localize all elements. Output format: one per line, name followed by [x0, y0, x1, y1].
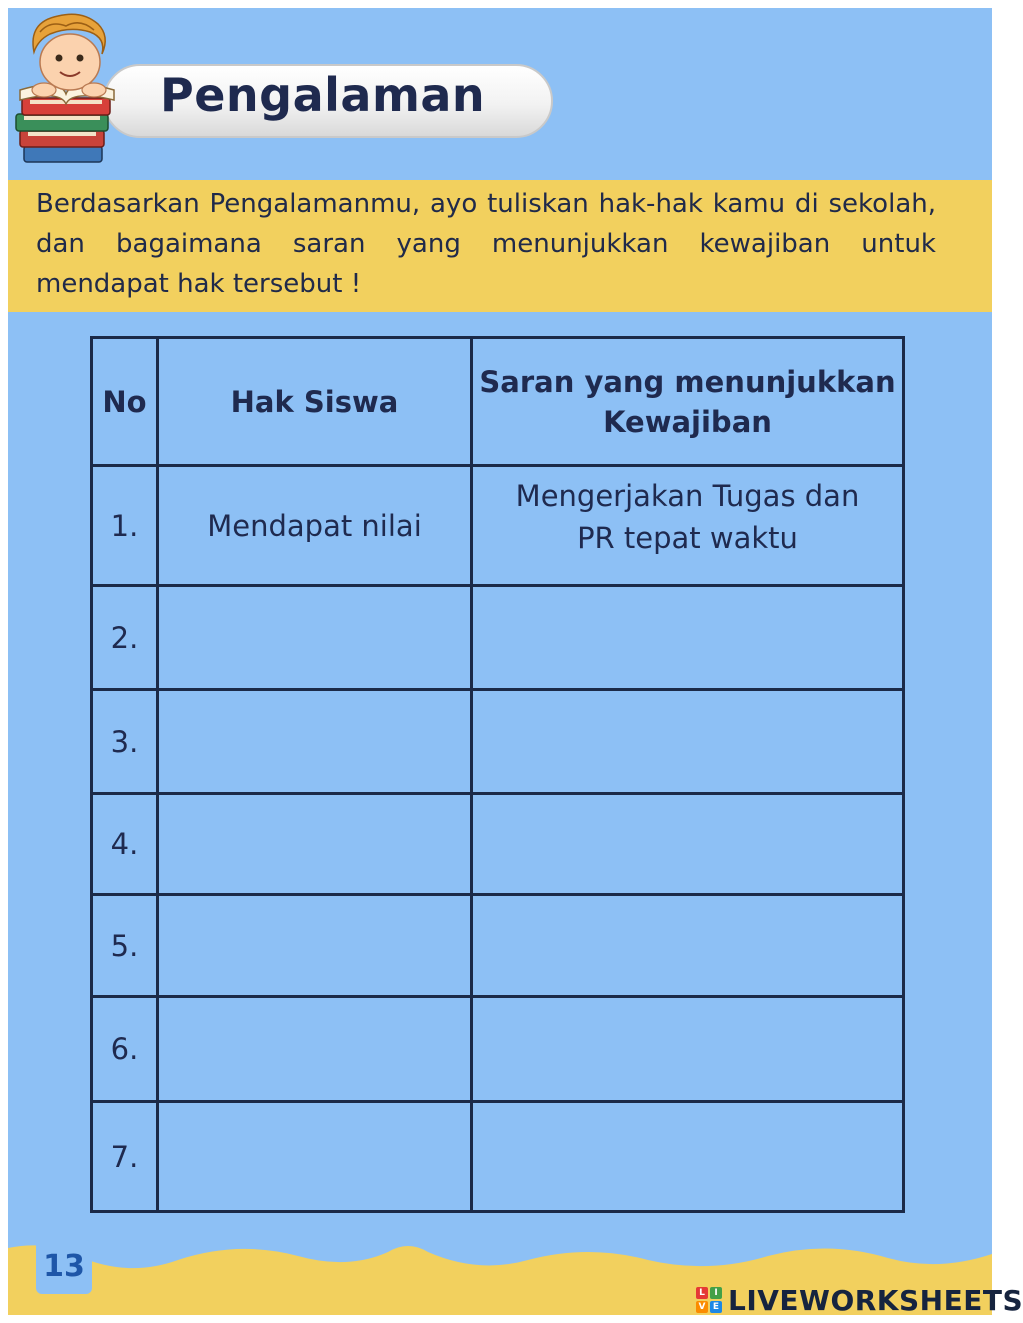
row-number: 2.: [92, 586, 158, 690]
hak-input-cell[interactable]: [158, 895, 472, 997]
hak-input-cell[interactable]: [158, 690, 472, 794]
table-row: [92, 1102, 904, 1212]
hak-input-cell[interactable]: [158, 794, 472, 895]
row-number: 5.: [92, 895, 158, 997]
brand-name: LIVEWORKSHEETS: [728, 1283, 1023, 1317]
saran-input-cell[interactable]: [472, 586, 904, 690]
liveworksheets-brand[interactable]: [696, 1280, 1023, 1320]
saran-input-cell[interactable]: [472, 1102, 904, 1212]
saran-line1: Mengerjakan Tugas dan: [515, 479, 860, 513]
row-number: 3.: [92, 690, 158, 794]
header-no: No: [92, 338, 158, 466]
saran-input-cell[interactable]: [472, 895, 904, 997]
row-number: 1.: [92, 466, 158, 586]
hak-input-cell[interactable]: [158, 997, 472, 1102]
header-saran-line2: Kewajiban: [603, 404, 772, 439]
saran-input-cell[interactable]: [472, 690, 904, 794]
saran-input-cell[interactable]: [472, 997, 904, 1102]
table-header-row: [92, 338, 904, 466]
table-row: [92, 586, 904, 690]
hak-input-cell[interactable]: [158, 1102, 472, 1212]
page-title: Pengalaman: [160, 68, 486, 122]
saran-input-cell[interactable]: [472, 794, 904, 895]
worksheet-page: [8, 8, 1023, 1317]
page-number: 13: [36, 1240, 92, 1294]
liveworksheets-logo-icon: L I V E: [696, 1287, 722, 1313]
table-row: [92, 997, 904, 1102]
kid-on-books-icon: [10, 8, 120, 170]
header-saran: [472, 338, 904, 466]
table-row: [92, 794, 904, 895]
saran-cell: [472, 466, 904, 586]
row-number: 6.: [92, 997, 158, 1102]
table-row: [92, 466, 904, 586]
rights-table: [90, 336, 905, 1213]
hak-input-cell[interactable]: [158, 586, 472, 690]
header-saran-line1: Saran yang menunjukkan: [479, 364, 896, 399]
hak-cell: Mendapat nilai: [158, 466, 472, 586]
instruction-text: Berdasarkan Pengalamanmu, ayo tuliskan hak-hak kamu di sekolah, dan bagaimana saran yang menunjukkan kewajiban untuk mendapat hak tersebut !: [36, 189, 936, 299]
row-number: 4.: [92, 794, 158, 895]
table-row: [92, 895, 904, 997]
saran-line2: PR tepat waktu: [577, 521, 798, 555]
table-row: [92, 690, 904, 794]
header-hak-siswa: Hak Siswa: [158, 338, 472, 466]
row-number: 7.: [92, 1102, 158, 1212]
